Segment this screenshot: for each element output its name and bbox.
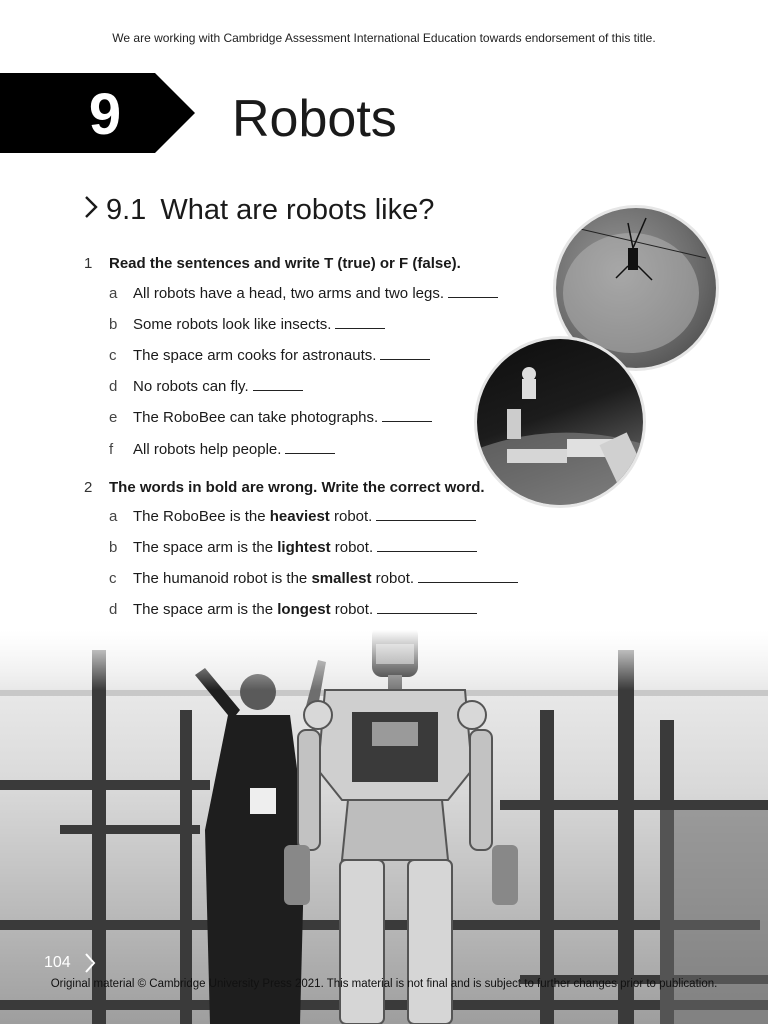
item-text: robot.	[333, 508, 373, 525]
answer-blank[interactable]	[380, 345, 430, 360]
item-letter: b	[109, 316, 118, 333]
q2-item-b	[109, 537, 477, 558]
answer-blank[interactable]	[377, 599, 477, 614]
bold-word: lightest	[277, 539, 331, 556]
q1-item-e	[109, 407, 432, 428]
answer-blank[interactable]	[418, 568, 518, 583]
q1-item-c	[109, 345, 430, 366]
chevron-right-icon	[84, 190, 106, 230]
item-letter: c	[109, 347, 117, 364]
item-letter: a	[109, 508, 118, 525]
item-text: The space arm is the	[133, 539, 274, 556]
q1-item-a	[109, 283, 498, 304]
item-letter: d	[109, 601, 118, 618]
answer-blank[interactable]	[253, 376, 303, 391]
item-letter: a	[109, 285, 118, 302]
answer-blank[interactable]	[285, 439, 335, 454]
question-2	[84, 478, 485, 498]
chapter-title: Robots	[232, 90, 397, 148]
question-number: 2	[84, 479, 93, 496]
item-text: robot.	[334, 601, 374, 618]
section-heading	[84, 190, 434, 230]
photo-fade	[0, 630, 768, 690]
question-1	[84, 254, 461, 274]
item-text: Some robots look like insects.	[133, 316, 332, 333]
q2-item-d	[109, 599, 477, 620]
item-text: The RoboBee can take photographs.	[133, 409, 379, 426]
q2-item-a	[109, 506, 476, 527]
item-text: robot.	[334, 539, 374, 556]
item-letter: c	[109, 570, 117, 587]
item-text: The space arm is the	[133, 601, 274, 618]
item-letter: e	[109, 409, 118, 426]
item-text: The RoboBee is the	[133, 508, 266, 525]
item-letter: f	[109, 441, 114, 458]
question-instruction: Read the sentences and write T (true) or F (false).	[109, 255, 461, 272]
item-text: The space arm cooks for astronauts.	[133, 347, 377, 364]
chapter-number: 9	[88, 82, 122, 147]
endorsement-notice: We are working with Cambridge Assessment International Education towards endorsement of this title.	[112, 31, 656, 45]
space-arm-photo	[477, 339, 643, 505]
item-text: All robots have a head, two arms and two legs.	[133, 285, 445, 302]
item-letter: d	[109, 378, 118, 395]
chevron-right-icon	[84, 952, 96, 979]
question-instruction: The words in bold are wrong. Write the correct word.	[109, 479, 485, 496]
section-title: What are robots like?	[160, 194, 435, 226]
section-number: 9.1	[106, 194, 147, 226]
bold-word: heaviest	[269, 508, 330, 525]
answer-blank[interactable]	[376, 506, 476, 521]
bold-word: longest	[277, 601, 331, 618]
item-text: All robots help people.	[133, 441, 282, 458]
q1-item-f	[109, 439, 335, 460]
q1-item-d	[109, 376, 303, 397]
bold-word: smallest	[311, 570, 372, 587]
item-text: The humanoid robot is the	[133, 570, 308, 587]
q1-item-b	[109, 314, 385, 335]
item-text: No robots can fly.	[133, 378, 249, 395]
answer-blank[interactable]	[335, 314, 385, 329]
answer-blank[interactable]	[377, 537, 477, 552]
item-letter: b	[109, 539, 118, 556]
answer-blank[interactable]	[382, 407, 432, 422]
footer-disclaimer: Original material © Cambridge University Press 2021. This material is not final and is subject to further changes prior to publication.	[50, 978, 718, 990]
q2-item-c	[109, 568, 518, 589]
answer-blank[interactable]	[448, 283, 498, 298]
item-text: robot.	[375, 570, 415, 587]
humanoid-robot-photo	[0, 630, 768, 1024]
page-number: 104	[44, 954, 71, 971]
question-number: 1	[84, 255, 93, 272]
